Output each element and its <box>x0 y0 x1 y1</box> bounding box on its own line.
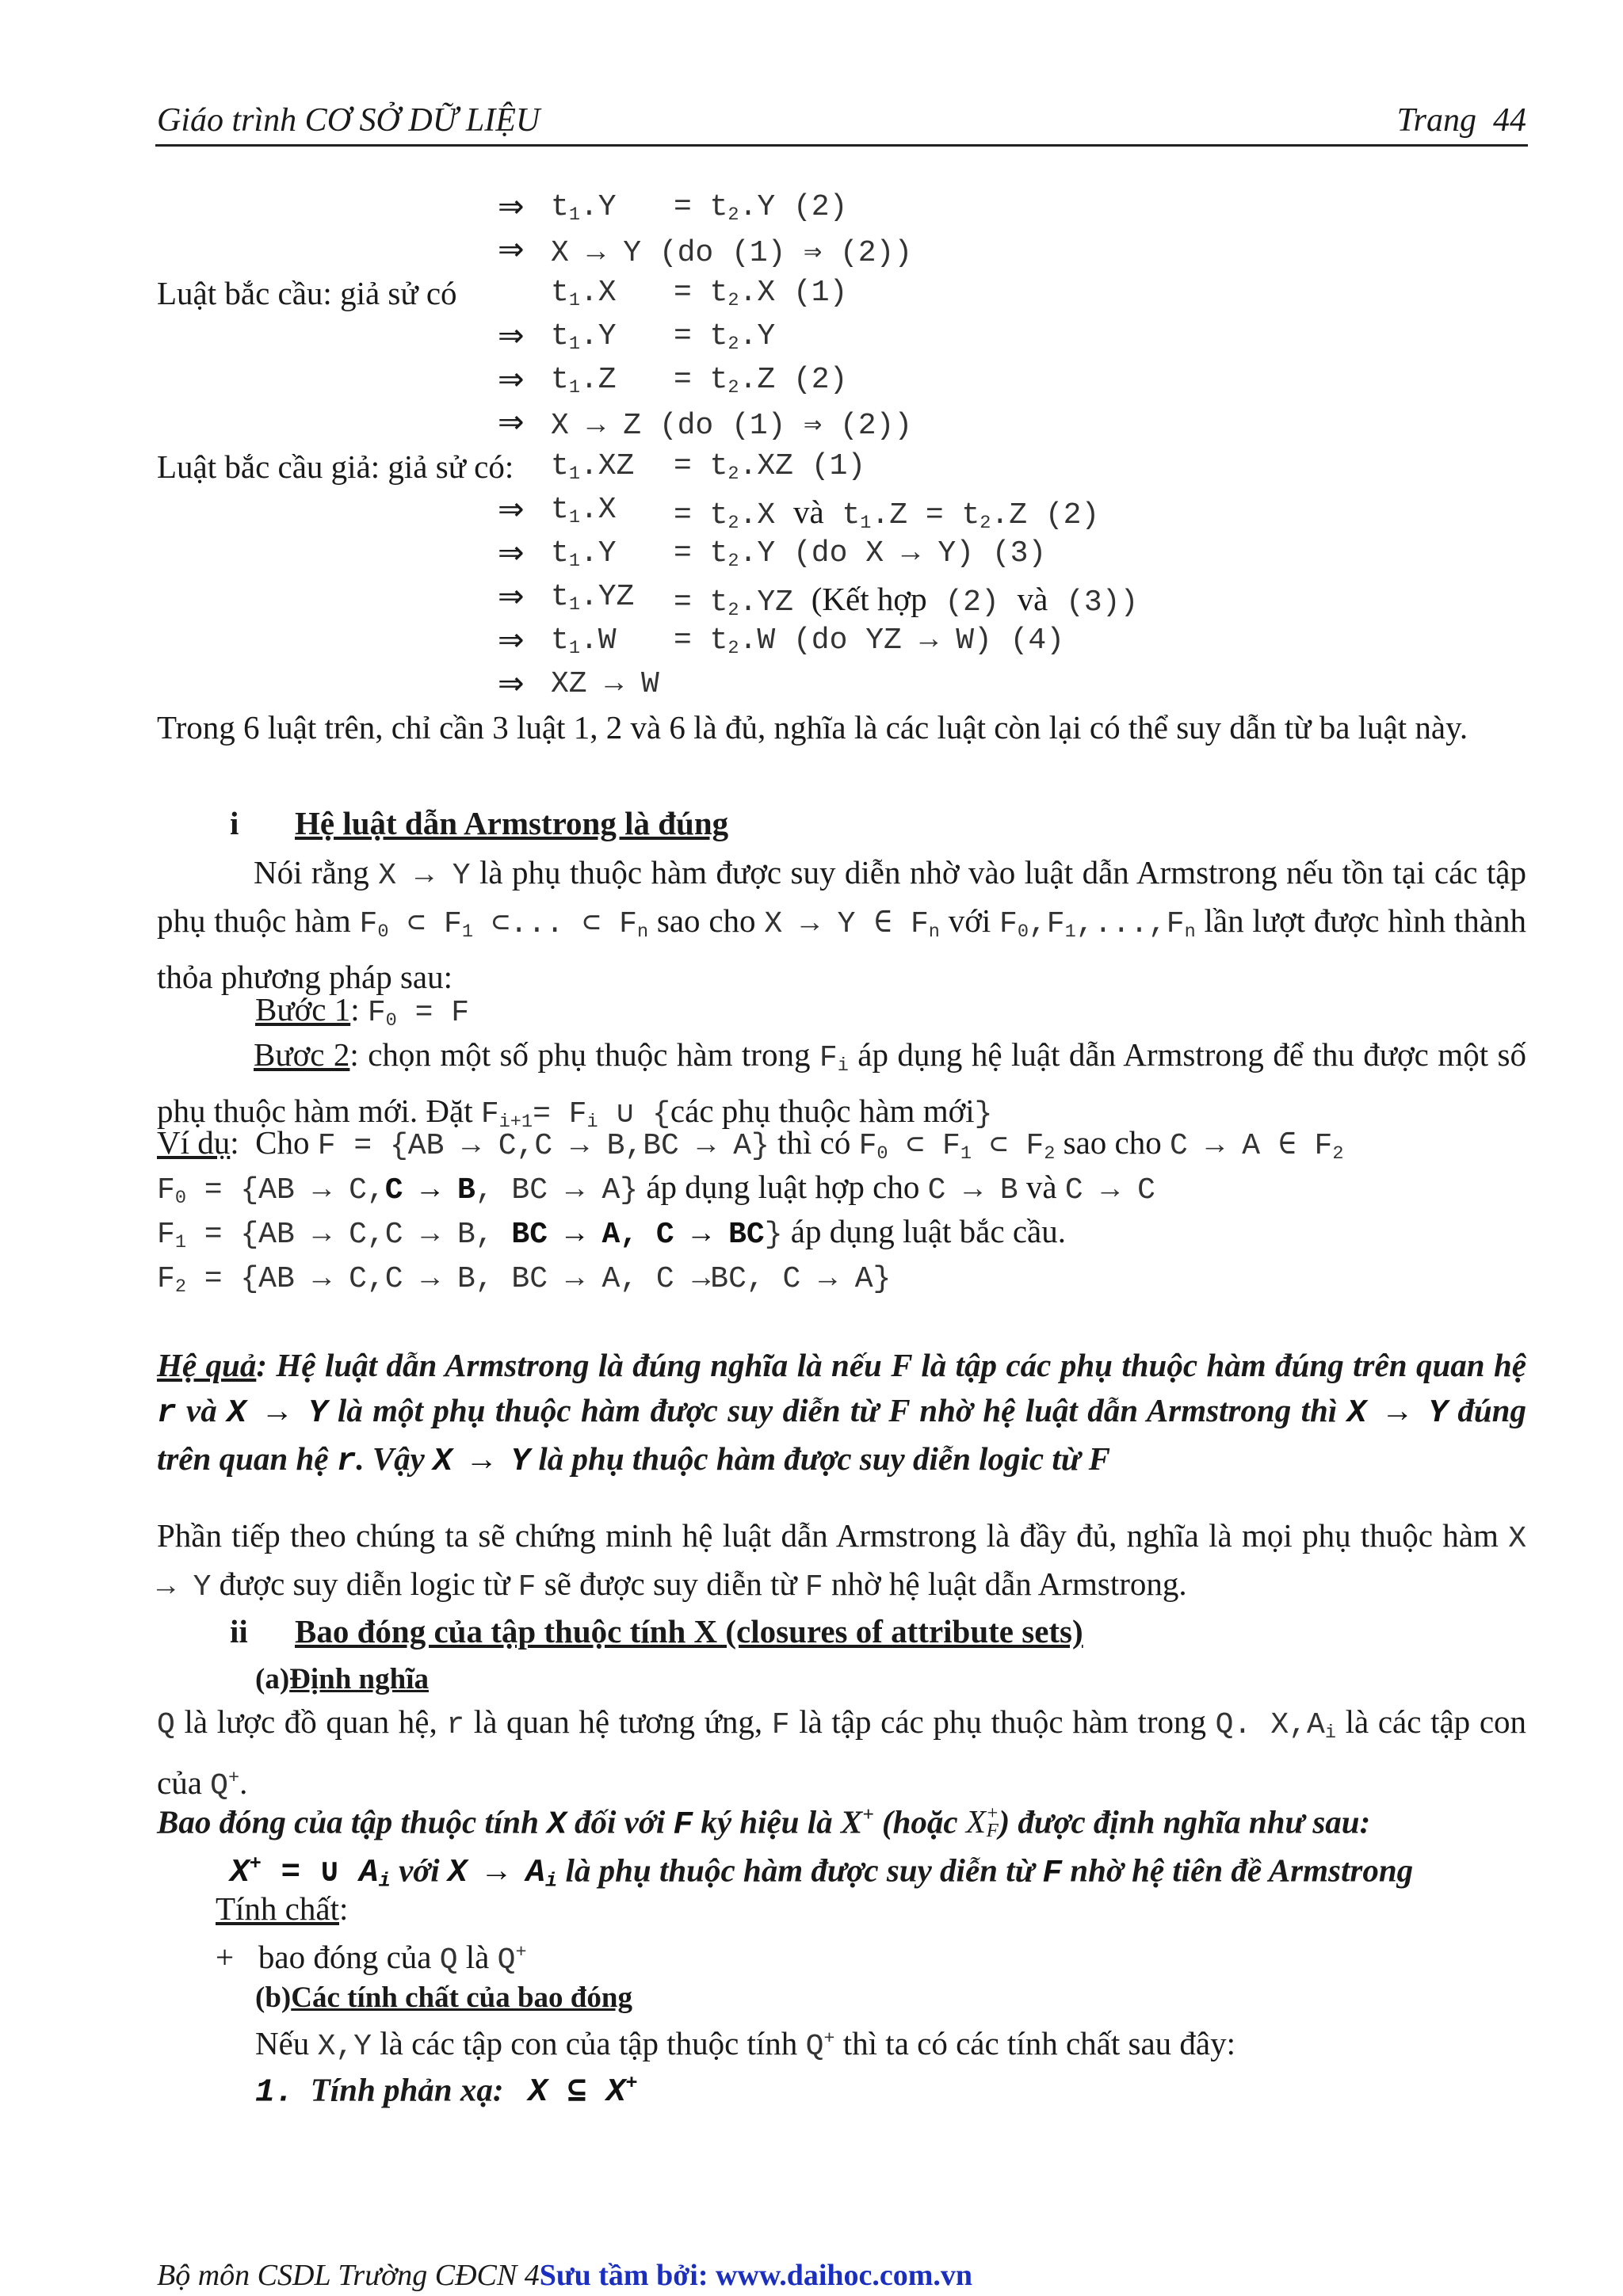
header-title: Giáo trình CƠ SỞ DỮ LIỆU <box>157 102 540 139</box>
footer: Bộ môn CSDL Trường CĐCN 4Sưu tầm bởi: www.daihoc.com.vn <box>157 2259 973 2292</box>
deriv-rhs: = $t_2.W$ (do YZ → W) (4) <box>674 624 1065 659</box>
closure-definition: Bao đóng của tập thuộc tính X đối với F ký hiệu là X+ (hoặc X + F ) được định nghĩa như sau: <box>157 1802 1371 1844</box>
subsection-b: (b)Các tính chất của bao đóng <box>255 1981 632 2014</box>
transitivity-label: Luật bắc cầu: giả sử có <box>157 275 457 311</box>
closure-formula: X+ = ∪ $A_i$ với $X \to A_i$ là phụ thuộc hàm được suy diễn từ F nhờ hệ tiên đề Armstrong <box>230 1852 1414 1893</box>
step-1: Bước 1: $F_0 = F$ <box>255 991 470 1032</box>
deriv-lhs: $t_1.YZ$ <box>551 580 635 616</box>
summary-paragraph: Trong 6 luật trên, chỉ cần 3 luật 1, 2 và 6 là đủ, nghĩa là các luật còn lại có thể suy dẫn từ ba luật này. <box>157 709 1468 746</box>
pseudo-transitivity-label: Luật bắc cầu giả: giả sử có: <box>157 448 514 485</box>
definition-paragraph: Nói rằng X → Y là phụ thuộc hàm được suy diễn nhờ vào luật dẫn Armstrong nếu tồn tại các tập phụ thuộc hàm $F_0$ ⊂ $F_1$ ⊂... ⊂ $F_n$ sao cho X → Y ∈ $F_n$ với $F_0,F_1,...,F_n$ lần lượt được hình thành thỏa phương pháp sau: <box>157 854 1526 995</box>
properties-label: Tính chất: <box>216 1890 349 1927</box>
deriv-rhs: = $t_2.YZ$ (Kết hợp (2) và (3)) <box>674 581 1139 621</box>
deriv-rhs: = $t_2.X$ (1) <box>674 276 848 311</box>
property-1: 1. Tính phản xạ: X ⊆ X+ <box>255 2071 638 2111</box>
page-label: Trang <box>1396 102 1476 139</box>
subsection-a: (a)Định nghĩa <box>255 1663 429 1695</box>
deriv-lhs: $t_1.Y$ <box>551 536 617 572</box>
implies-arrow: ⇒ <box>498 404 525 441</box>
page-number <box>1397 101 1526 139</box>
page-num-value: 44 <box>1493 102 1526 139</box>
implies-arrow: ⇒ <box>498 622 525 658</box>
implies-arrow: ⇒ <box>498 318 525 354</box>
example-line-3: $F_1 = \{AB \to C,C \to B$, BC → A, C → BC} áp dụng luật bắc cầu. <box>157 1213 1066 1253</box>
deriv-conclusion: X → Z (do (1) ⇒ (2)) <box>551 409 913 443</box>
deriv-lhs: $t_1.Z$ <box>551 363 617 399</box>
deriv-lhs: $t_1.W$ <box>551 624 617 659</box>
deriv-lhs: $t_1.Y$ <box>551 190 617 226</box>
deriv-conclusion: X → Y (do (1) ⇒ (2)) <box>551 236 913 270</box>
deriv-rhs: = $t_2.Y$ <box>674 319 776 355</box>
example-line-2: $F_0 = \{AB \to C,C \to B$, BC → A} áp dụng luật hợp cho C → B và C → C <box>157 1169 1155 1209</box>
deriv-lhs: $t_1.X$ <box>551 493 617 528</box>
deriv-lhs: $t_1.XZ$ <box>551 449 635 485</box>
section-number: i <box>230 805 239 841</box>
deriv-rhs: = $t_2.Y$ (do X → Y) (3) <box>674 536 1047 572</box>
deriv-rhs: = $t_2.X$ và $t_1.Z = t_2.Z$ (2) <box>674 494 1100 534</box>
implies-arrow: ⇒ <box>498 189 525 225</box>
section-title: Hệ luật dẫn Armstrong là đúng <box>295 805 729 841</box>
example-line-1: Ví dụ: Cho F = {AB → C,C → B,BC → A} thì có $F_0$ ⊂ $F_1$ ⊂ $F_2$ sao cho C → A ∈ $F_2$ <box>157 1124 1344 1165</box>
property-item: + bao đóng của Q là Q+ <box>216 1939 527 1978</box>
corollary: Hệ quả: Hệ luật dẫn Armstrong là đúng nghĩa là nếu F là tập các phụ thuộc hàm đúng trên quan hệ r và X → Y là một phụ thuộc hàm được suy diễn từ F nhờ hệ luật dẫn Armstrong thì X → Y đúng trên quan hệ r. Vậy X → Y là phụ thuộc hàm được suy diễn logic từ F <box>157 1347 1526 1480</box>
next-paragraph: Phần tiếp theo chúng ta sẽ chứng minh hệ luật dẫn Armstrong là đầy đủ, nghĩa là mọi phụ thuộc hàm X → Y được suy diễn logic từ F sẽ được suy diễn từ F nhờ hệ luật dẫn Armstrong. <box>157 1517 1526 1604</box>
deriv-rhs: = $t_2.XZ$ (1) <box>674 449 866 485</box>
implies-arrow: ⇒ <box>498 491 525 528</box>
implies-arrow: ⇒ <box>498 666 525 702</box>
example-line-4: $F_2 = \{AB \to C,C \to B$, BC → A, C →BC, C → A} <box>157 1262 892 1298</box>
step-2: Bươc 2: chọn một số phụ thuộc hàm trong $F_i$ áp dụng hệ luật dẫn Armstrong để thu được một số phụ thuộc hàm mới. Đặt $F_{i+1}= F_i$ ∪ {các phụ thuộc hàm mới} <box>157 1036 1526 1133</box>
section-title: Bao đóng của tập thuộc tính X (closures of attribute sets) <box>295 1613 1083 1650</box>
deriv-lhs: $t_1.Y$ <box>551 319 617 355</box>
implies-arrow: ⇒ <box>498 578 525 615</box>
deriv-rhs: = $t_2.Z$ (2) <box>674 363 848 399</box>
q-paragraph: Q là lược đồ quan hệ, r là quan hệ tương ứng, F là tập các phụ thuộc hàm trong Q. $X,A_i$ là các tập con của Q+. <box>157 1703 1527 1803</box>
implies-arrow: ⇒ <box>498 535 525 571</box>
header-rule <box>155 144 1528 147</box>
deriv-rhs: = $t_2.Y$ (2) <box>674 190 848 226</box>
implies-arrow: ⇒ <box>498 361 525 398</box>
implies-arrow: ⇒ <box>498 231 525 268</box>
section-number: ii <box>230 1613 248 1650</box>
deriv-lhs: $t_1.X$ <box>551 276 617 311</box>
if-paragraph: Nếu X,Y là các tập con của tập thuộc tính Q+ thì ta có các tính chất sau đây: <box>255 2025 1235 2065</box>
deriv-conclusion: XZ → W <box>551 667 659 701</box>
